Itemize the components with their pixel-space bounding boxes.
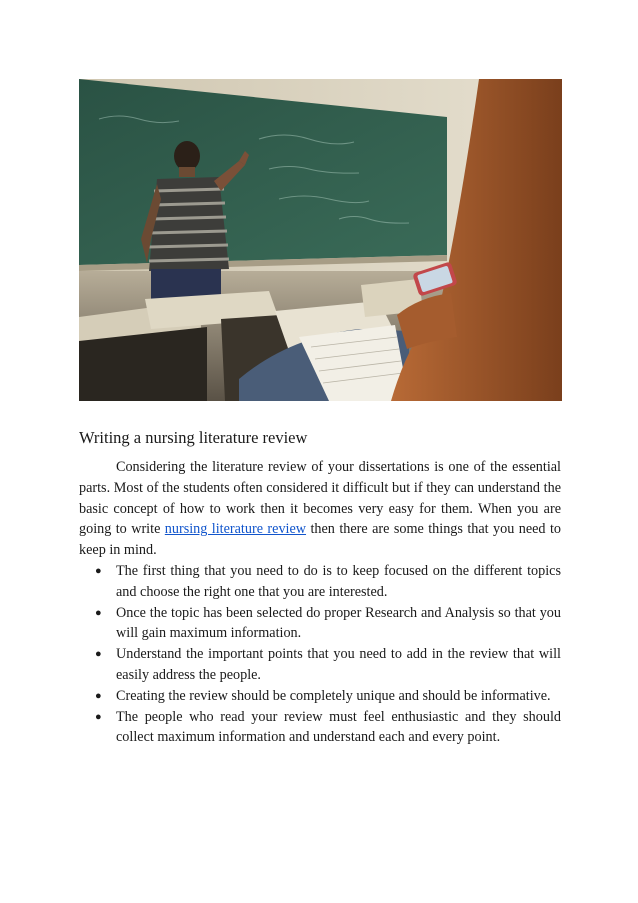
list-item [79, 707, 561, 749]
intro-paragraph [79, 457, 561, 561]
nursing-literature-review-link[interactable]: nursing literature review [164, 521, 307, 538]
list-item-text: The people who read your review must feel enthusiastic and they should collect maximum information and understand each and every point. [116, 708, 561, 746]
bullet-icon: ● [95, 565, 102, 577]
intro-text-before-link: Considering the literature review of your dissertations is one of the essential parts. Most of the students often considered it difficult but if they can understand the basic concept of how to work then it becomes very easy for them. When you are going to write [79, 459, 561, 538]
tips-list [79, 561, 561, 748]
list-item-text: Understand the important points that you need to add in the review that will easily address the people. [116, 646, 561, 683]
bullet-icon: ● [95, 689, 102, 702]
list-item [79, 603, 561, 645]
intro-text-after-link: then there are some things that you need to keep in mind. [79, 521, 561, 559]
list-item-text: Once the topic has been selected do proper Research and Analysis so that you will gain maximum information. [116, 604, 561, 642]
bullet-icon: ● [95, 648, 102, 661]
bullet-icon: ● [95, 606, 102, 619]
list-item [79, 644, 561, 686]
list-item [79, 686, 561, 707]
list-item-text: The first thing that you need to do is to keep focused on the different topics and choose the right one that you are interested. [116, 563, 561, 600]
classroom-photo [79, 79, 562, 401]
list-item [79, 561, 561, 603]
article-heading: Writing a nursing literature review [79, 428, 308, 447]
list-item-text: Creating the review should be completely unique and should be informative. [116, 687, 551, 704]
classroom-photo-illustration [79, 79, 562, 401]
bullet-icon: ● [95, 710, 102, 723]
